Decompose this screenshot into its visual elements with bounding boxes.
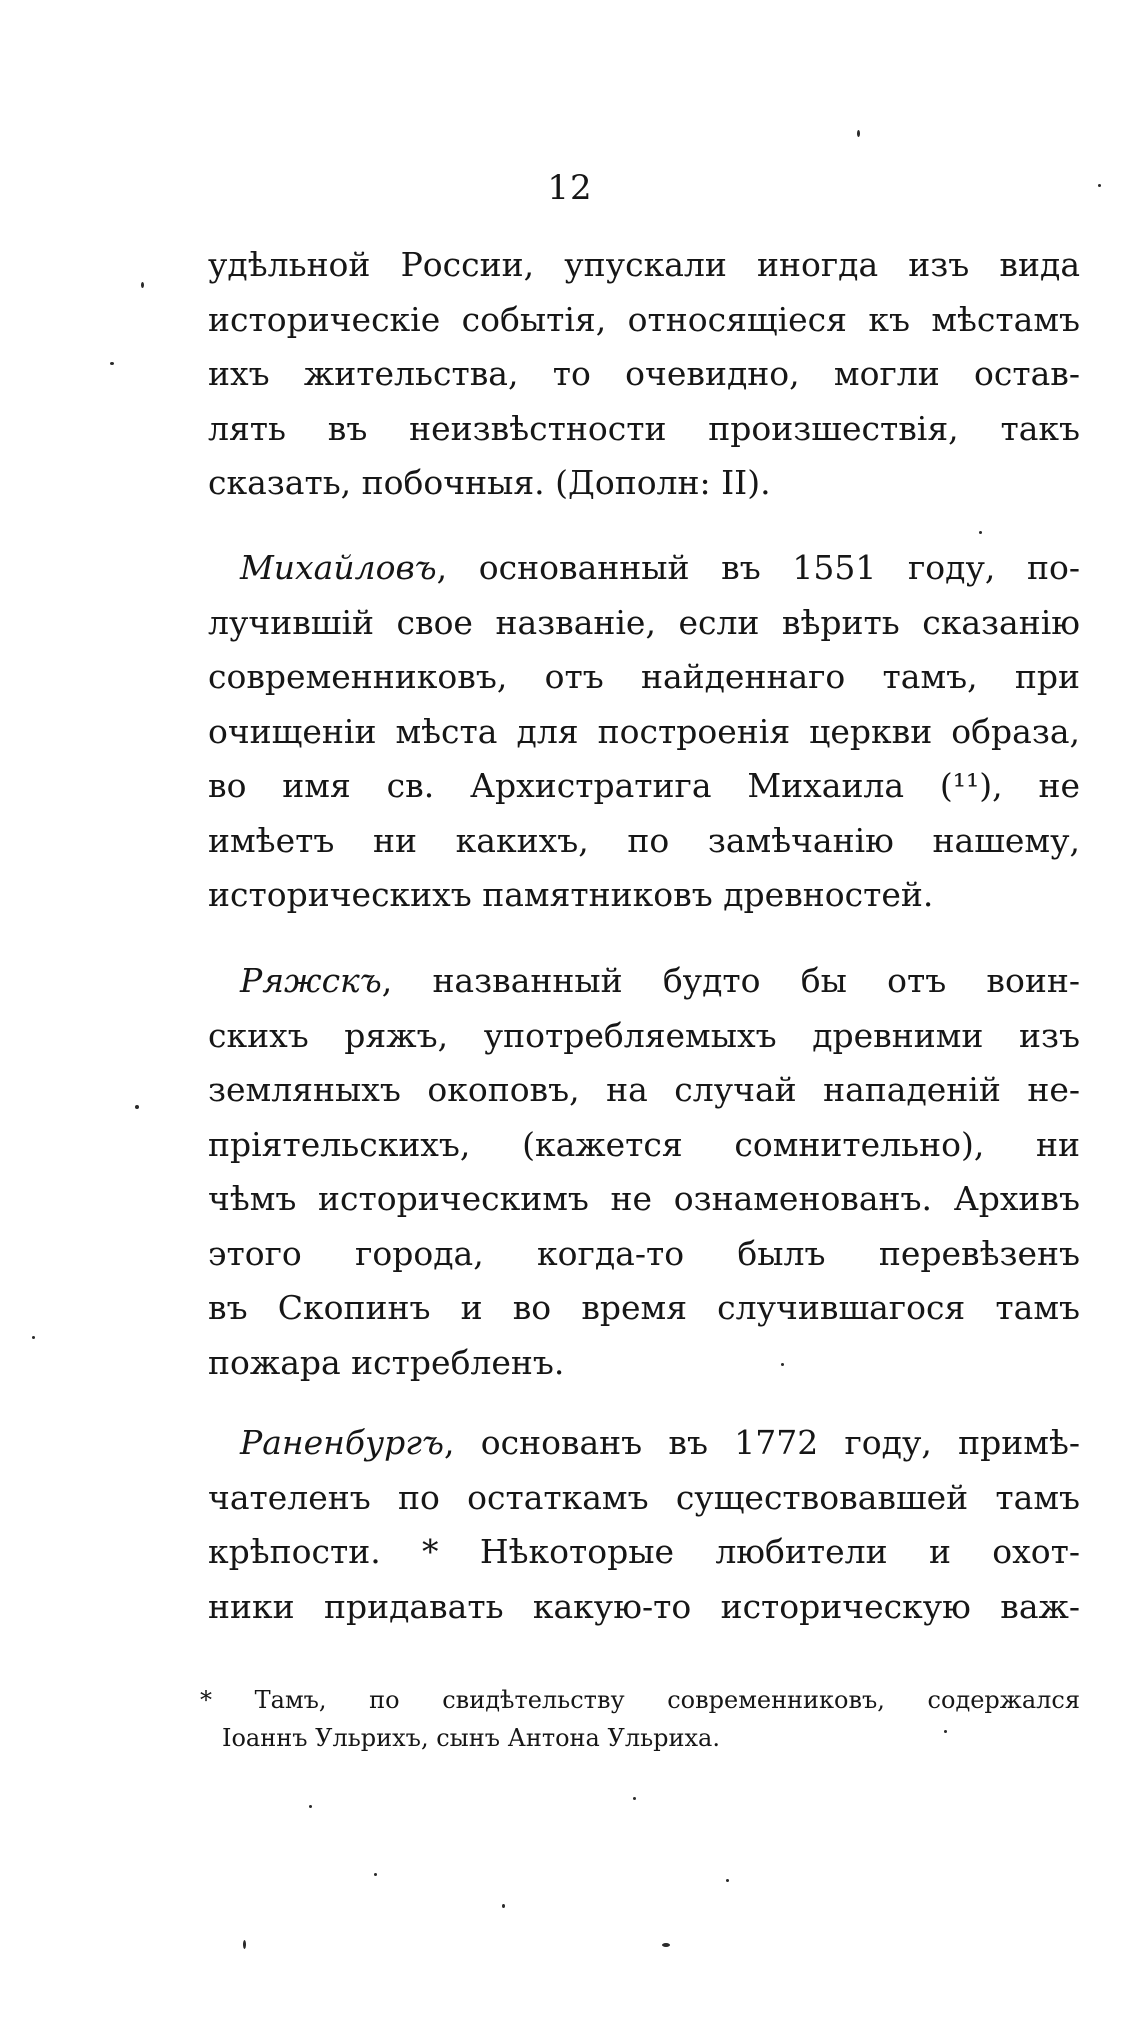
scan-speck	[979, 531, 982, 534]
text-line	[208, 541, 1080, 596]
text-line	[208, 1416, 1080, 1471]
place-name-ranenburg: Раненбургъ	[240, 1423, 444, 1462]
place-name-mikhailov: Михайловъ	[240, 548, 437, 587]
text-line: сказать, побочныя. (Дополн: II).	[208, 463, 771, 502]
text-line: очищеніи мѣста для построенія церкви образа,	[208, 711, 1080, 751]
place-name-ryazhsk: Ряжскъ	[240, 961, 382, 1000]
text-line: ники придавать какую-то историческую важ-	[208, 1586, 1080, 1626]
text-line: чателенъ по остаткамъ существовавшей тамъ	[208, 1477, 1080, 1517]
scan-speck	[502, 1904, 505, 1908]
text-line: пріятельскихъ, (кажется сомнительно), ни	[208, 1124, 1080, 1164]
text-line: лять въ неизвѣстности произшествія, такъ	[208, 408, 1080, 448]
text-line: удѣльной России, упускали иногда изъ вида	[208, 245, 1080, 284]
paragraph-1	[208, 238, 1080, 511]
scan-speck	[32, 1336, 35, 1339]
text-line: пожара истребленъ.	[208, 1342, 565, 1382]
text-line: земляныхъ окоповъ, на случай нападеній не-	[208, 1070, 1080, 1109]
text-line: имѣетъ ни какихъ, по замѣчанію нашему,	[208, 820, 1080, 860]
footnote-line: Іоаннъ Ульрихъ, сынъ Антона Ульриха.	[222, 1724, 720, 1752]
text-line	[208, 954, 1080, 1009]
text-line: въ Скопинъ и во время случившагося тамъ	[208, 1288, 1080, 1327]
scan-speck	[374, 1873, 377, 1876]
scan-speck	[662, 1943, 670, 1947]
text-line: крѣпости. * Нѣкоторые любители и охот-	[208, 1532, 1080, 1571]
scan-speck	[944, 1730, 947, 1733]
text-segment: , основанный въ 1551 году, по-	[436, 548, 1080, 587]
text-line: ихъ жительства, то очевидно, могли остав-	[208, 354, 1080, 393]
footnote-line: * Тамъ, по свидѣтельству современниковъ, содержался	[200, 1686, 1080, 1714]
scan-speck	[781, 1363, 784, 1366]
scan-speck	[135, 1105, 139, 1109]
scan-speck	[243, 1940, 246, 1949]
text-segment: , основанъ въ 1772 году, примѣ-	[443, 1423, 1080, 1462]
text-line: современниковъ, отъ найденнаго тамъ, при	[208, 657, 1080, 696]
text-line: чѣмъ историческимъ не ознаменованъ. Архивъ	[208, 1179, 1080, 1218]
text-line: лучившій свое названіе, если вѣрить сказанію	[208, 602, 1080, 642]
scan-speck	[141, 282, 144, 288]
footnote	[200, 1681, 1080, 1757]
scan-speck	[857, 130, 860, 137]
paragraph-2	[208, 541, 1080, 923]
paragraph-3	[208, 954, 1080, 1390]
text-segment: , названный будто бы отъ воин-	[381, 961, 1080, 1000]
scan-speck	[726, 1879, 729, 1882]
paragraph-4	[208, 1416, 1080, 1634]
text-line: историческихъ памятниковъ древностей.	[208, 875, 934, 914]
text-line: историческіе событія, относящіеся къ мѣстамъ	[208, 299, 1080, 339]
text-line: скихъ ряжъ, употребляемыхъ древними изъ	[208, 1015, 1080, 1055]
scan-speck	[1098, 184, 1101, 187]
text-line: этого города, когда-то былъ перевѣзенъ	[208, 1233, 1080, 1273]
scan-speck	[110, 362, 114, 365]
scan-speck	[309, 1805, 312, 1808]
scan-speck	[633, 1797, 636, 1800]
text-line: во имя св. Архистратига Михаила (¹¹), не	[208, 766, 1080, 805]
page-number: 12	[547, 168, 593, 208]
